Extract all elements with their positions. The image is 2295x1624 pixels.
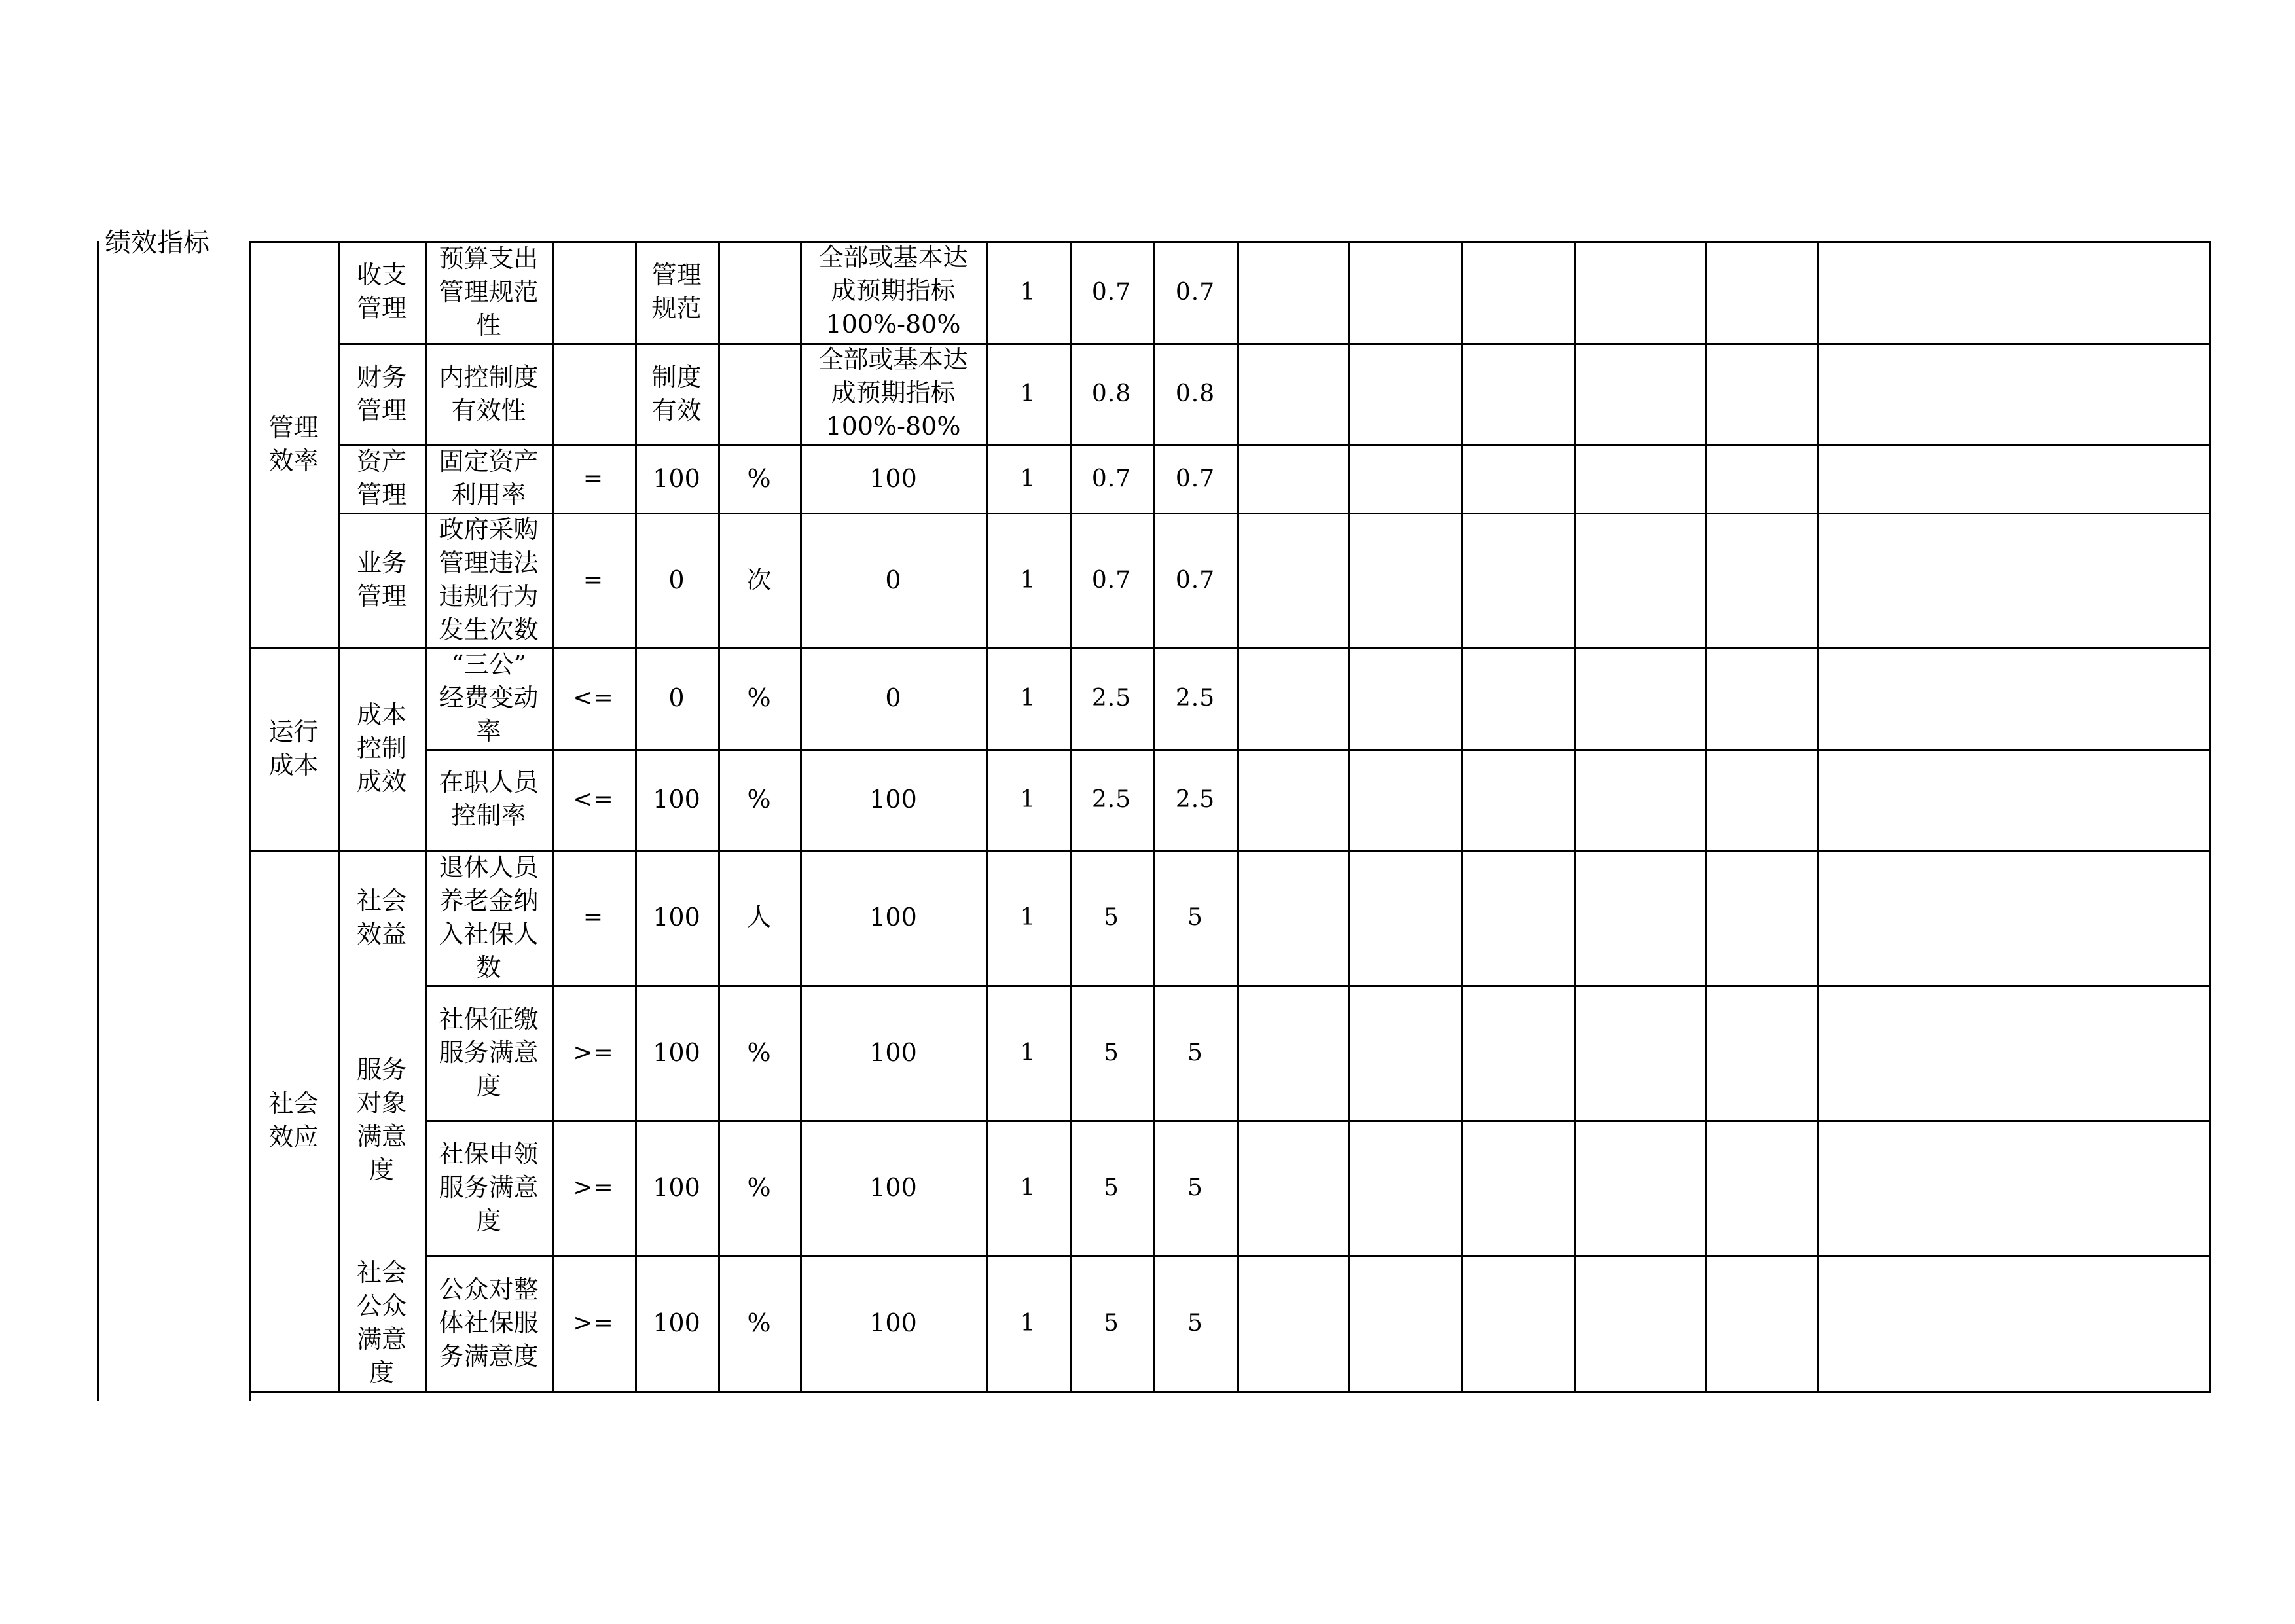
- target-value-cell: 100: [653, 1038, 700, 1067]
- expected-target-cell: 100: [869, 1038, 917, 1067]
- actual-score-cell: 5: [1187, 1039, 1203, 1066]
- target-value-cell: 0: [668, 683, 685, 712]
- indicator-name-cell: 固定资产 利用率: [439, 447, 539, 509]
- category-cell: 社会 效应: [268, 1089, 319, 1151]
- table-column-line: [1348, 241, 1350, 1393]
- actual-score-cell: 0.7: [1175, 465, 1216, 492]
- actual-score-cell: 5: [1187, 1309, 1203, 1337]
- target-value-cell: 制度 有效: [651, 362, 702, 425]
- expected-target-cell: 100: [869, 463, 917, 493]
- score-cell: 0.8: [1091, 380, 1132, 407]
- score-cell: 5: [1104, 1039, 1119, 1066]
- score-cell: 2.5: [1091, 785, 1132, 813]
- table-column-line: [1817, 241, 1819, 1393]
- actual-score-cell: 0.7: [1175, 566, 1216, 594]
- weight-cell: 1: [1020, 465, 1036, 492]
- indicator-name-cell: 社保征缴 服务满意 度: [439, 1004, 539, 1100]
- section-label: 绩效指标: [105, 229, 209, 257]
- score-cell: 0.7: [1091, 465, 1132, 492]
- operator-cell: <=: [573, 785, 614, 813]
- table-column-line: [1574, 241, 1576, 1393]
- target-value-cell: 100: [653, 903, 700, 931]
- weight-cell: 1: [1020, 566, 1036, 594]
- unit-cell: 次: [746, 565, 772, 594]
- expected-target-cell: 全部或基本达 成预期指标 100%-80%: [818, 345, 968, 441]
- weight-cell: 1: [1020, 380, 1036, 407]
- category-cell: 管理 效率: [268, 412, 319, 475]
- unit-cell: %: [747, 1308, 771, 1337]
- unit-cell: %: [747, 683, 771, 712]
- operator-cell: >=: [573, 1039, 614, 1066]
- operator-cell: [552, 343, 635, 444]
- unit-cell: %: [747, 784, 771, 814]
- category-cell: 运行 成本: [268, 717, 319, 780]
- subcategory-cell: 社会 公众 满意 度: [356, 1258, 407, 1387]
- subcategory-cell: 财务 管理: [356, 362, 407, 425]
- target-value-cell: 100: [653, 1308, 700, 1337]
- expected-target-cell: 0: [885, 565, 901, 594]
- operator-cell: [552, 241, 635, 343]
- score-cell: 2.5: [1091, 685, 1132, 712]
- weight-cell: 1: [1020, 1309, 1036, 1337]
- expected-target-cell: 100: [869, 1172, 917, 1202]
- operator-cell: =: [583, 566, 604, 594]
- indicator-name-cell: 内控制度 有效性: [439, 362, 539, 425]
- table-column-line: [2209, 241, 2211, 1393]
- expected-target-cell: 100: [869, 784, 917, 814]
- target-value-cell: 100: [653, 784, 700, 814]
- target-value-cell: 100: [653, 1172, 700, 1202]
- weight-cell: 1: [1020, 904, 1036, 931]
- score-cell: 5: [1104, 1309, 1119, 1337]
- indicator-name-cell: 公众对整 体社保服 务满意度: [439, 1274, 539, 1371]
- expected-target-cell: 100: [869, 1308, 917, 1337]
- unit-cell: 人: [746, 903, 772, 931]
- subcategory-cell: 业务 管理: [356, 549, 407, 611]
- subcategory-cell: 资产 管理: [356, 447, 407, 509]
- unit-cell: [718, 343, 800, 444]
- unit-cell: %: [747, 463, 771, 493]
- indicator-name-cell: 在职人员 控制率: [439, 768, 539, 830]
- subcategory-cell: 成本 控制 成效: [356, 700, 407, 796]
- target-value-cell: 100: [653, 463, 700, 493]
- actual-score-cell: 5: [1187, 1174, 1203, 1201]
- weight-cell: 1: [1020, 1039, 1036, 1066]
- score-cell: 5: [1104, 904, 1119, 931]
- expected-target-cell: 0: [885, 683, 901, 712]
- operator-cell: =: [583, 904, 604, 931]
- weight-cell: 1: [1020, 278, 1036, 306]
- score-cell: 0.7: [1091, 278, 1132, 306]
- indicator-name-cell: “三公” 经费变动 率: [439, 650, 539, 746]
- unit-cell: %: [747, 1038, 771, 1067]
- table-column-line: [1237, 241, 1239, 1393]
- subcategory-cell: 收支 管理: [356, 261, 407, 323]
- operator-cell: <=: [573, 685, 614, 712]
- score-cell: 5: [1104, 1174, 1119, 1201]
- expected-target-cell: 100: [869, 903, 917, 931]
- indicator-name-cell: 退休人员 养老金纳 入社保人 数: [439, 852, 539, 982]
- subcategory-cell: 社会 效益: [356, 886, 407, 948]
- unit-cell: [718, 241, 800, 343]
- weight-cell: 1: [1020, 1174, 1036, 1201]
- actual-score-cell: 0.7: [1175, 278, 1216, 306]
- operator-cell: =: [583, 465, 604, 492]
- indicator-name-cell: 政府采购 管理违法 违规行为 发生次数: [439, 515, 539, 644]
- subcategory-cell: 服务 对象 满意 度: [356, 1055, 407, 1184]
- actual-score-cell: 5: [1187, 904, 1203, 931]
- actual-score-cell: 0.8: [1175, 380, 1216, 407]
- table-column-line: [1461, 241, 1463, 1393]
- left-margin-rule: [97, 241, 99, 1401]
- weight-cell: 1: [1020, 785, 1036, 813]
- target-value-cell: 0: [668, 565, 685, 594]
- indicator-name-cell: 社保申领 服务满意 度: [439, 1139, 539, 1235]
- table-row-line: [249, 1391, 2211, 1393]
- weight-cell: 1: [1020, 685, 1036, 712]
- target-value-cell: 管理 规范: [651, 261, 702, 323]
- operator-cell: >=: [573, 1174, 614, 1201]
- unit-cell: %: [747, 1172, 771, 1202]
- actual-score-cell: 2.5: [1175, 685, 1216, 712]
- operator-cell: >=: [573, 1309, 614, 1337]
- score-cell: 0.7: [1091, 566, 1132, 594]
- indicator-name-cell: 预算支出 管理规范 性: [439, 244, 539, 340]
- table-column-line: [1705, 241, 1707, 1393]
- actual-score-cell: 2.5: [1175, 785, 1216, 813]
- expected-target-cell: 全部或基本达 成预期指标 100%-80%: [818, 243, 968, 338]
